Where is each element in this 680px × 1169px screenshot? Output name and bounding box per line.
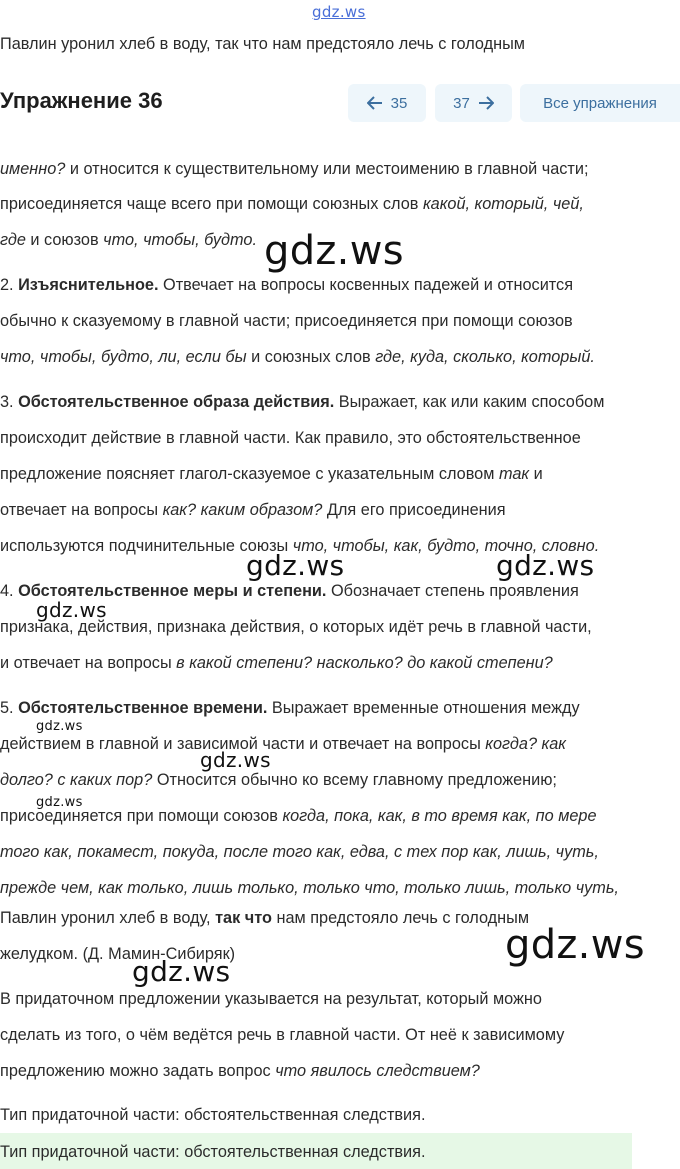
watermark: gdz.ws xyxy=(132,955,231,988)
text-line: действием в главной и зависимой части и отвечает на вопросы когда? как xyxy=(0,735,566,753)
answer-highlighted-line: Тип придаточной части: обстоятельственная следствия. xyxy=(0,1143,426,1161)
watermark: gdz.ws xyxy=(496,549,595,582)
prev-exercise-label: 35 xyxy=(390,94,408,112)
text-line: присоединяется при помощи союзов когда, пока, как, в то время как, по мере xyxy=(0,807,597,825)
prev-exercise-button[interactable] xyxy=(348,84,426,122)
text-line: где и союзов что, чтобы, будто. xyxy=(0,231,258,249)
all-exercises-label: Все упражнения xyxy=(543,94,657,112)
text-line: присоединяется чаще всего при помощи союзных слов какой, который, чей, xyxy=(0,195,584,213)
text-line: именно? и относится к существительному или местоимению в главной части; xyxy=(0,160,589,178)
text-line: того как, покамест, покуда, после того как, едва, с тех пор как, лишь, чуть, xyxy=(0,843,599,861)
example-source: желудком. (Д. Мамин-Сибиряк) xyxy=(0,945,236,963)
watermark-top-link[interactable]: gdz.ws xyxy=(312,3,366,21)
watermark: gdz.ws xyxy=(36,719,83,734)
text-line: предложение поясняет глагол-сказуемое с указательным словом так и xyxy=(0,465,543,483)
watermark: gdz.ws xyxy=(505,922,645,968)
arrow-right-icon xyxy=(478,96,494,110)
text-line: обычно к сказуемому в главной части; присоединяется при помощи союзов xyxy=(0,312,573,330)
watermark: gdz.ws xyxy=(36,795,83,810)
text-line: используются подчинительные союзы что, чтобы, как, будто, точно, словно. xyxy=(0,537,600,555)
text-line: В придаточном предложении указывается на результат, который можно xyxy=(0,990,542,1008)
text-line: долго? с каких пор? Относится обычно ко всему главному предложению; xyxy=(0,771,557,789)
watermark: gdz.ws xyxy=(200,748,271,772)
watermark: gdz.ws xyxy=(246,549,345,582)
text-line: 4. Обстоятельственное меры и степени. Обозначает степень проявления xyxy=(0,582,579,600)
text-line: 2. Изъяснительное. Отвечает на вопросы косвенных падежей и относится xyxy=(0,276,574,294)
top-text-line: Павлин уронил хлеб в воду, так что нам предстояло лечь с голодным xyxy=(0,35,525,53)
next-exercise-label: 37 xyxy=(453,94,470,112)
watermark: gdz.ws xyxy=(264,228,404,274)
watermark: gdz.ws xyxy=(36,598,107,622)
text-line: и отвечает на вопросы в какой степени? насколько? до какой степени? xyxy=(0,654,553,672)
exercise-header xyxy=(0,84,680,124)
all-exercises-button[interactable] xyxy=(520,84,680,122)
text-line: предложению можно задать вопрос что явилось следствием? xyxy=(0,1062,480,1080)
text-line: 3. Обстоятельственное образа действия. Выражает, как или каким способом xyxy=(0,393,605,411)
text-line: происходит действие в главной части. Как правило, это обстоятельственное xyxy=(0,429,581,447)
text-line: прежде чем, как только, лишь только, только что, только лишь, только чуть, xyxy=(0,879,619,897)
next-exercise-button[interactable] xyxy=(435,84,512,122)
answer-line: Тип придаточной части: обстоятельственная следствия. xyxy=(0,1106,426,1124)
text-line: сделать из того, о чём ведётся речь в главной части. От неё к зависимому xyxy=(0,1026,565,1044)
arrow-left-icon xyxy=(367,96,383,110)
text-line: отвечает на вопросы как? каким образом? Для его присоединения xyxy=(0,501,506,519)
text-line: 5. Обстоятельственное времени. Выражает временные отношения между xyxy=(0,699,580,717)
exercise-title: Упражнение 36 xyxy=(0,88,163,113)
example-sentence: Павлин уронил хлеб в воду, так что нам предстояло лечь с голодным xyxy=(0,909,530,927)
text-line: что, чтобы, будто, ли, если бы и союзных слов где, куда, сколько, который. xyxy=(0,348,595,366)
text-line: признака, действия, признака действия, о которых идёт речь в главной части, xyxy=(0,618,592,636)
